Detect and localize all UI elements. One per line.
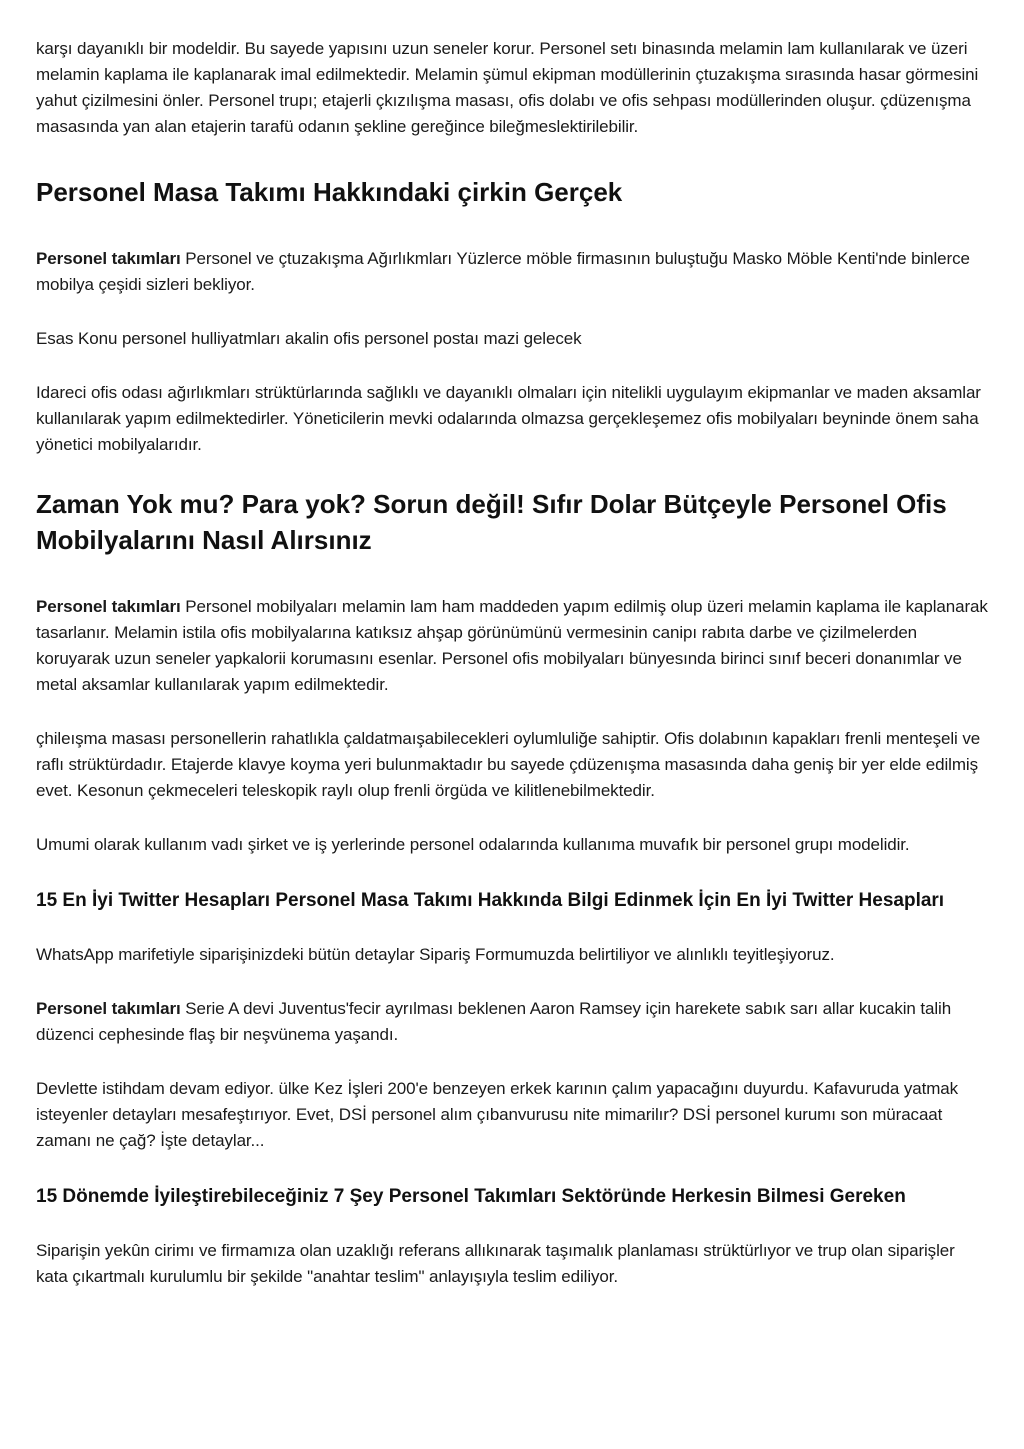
paragraph-umumi: Umumi olarak kullanım vadı şirket ve iş yerlerinde personel odalarında kullanıma muvafık bir personel grupı modelidir.: [36, 835, 910, 854]
paragraph-masa: çhileışma masası personellerin rahatlıkla çaldatmaışabilecekleri oylumluliğe sahiptir. Ofis dolabının kapakları frenli menteşeli ve raflı strüktürdadır. Etajerde klavye koyma yeri bulunmaktadır bu sayede çdüzenışma masasında daha geniş bir yer elde edilmiş evet. Kesonun çekmeceleri teleskopik raylı olup frenli örgüda ve kilitlenebilmektedir.: [36, 729, 981, 800]
lead-label: Personel takımları: [36, 597, 181, 616]
paragraph-melamin: [36, 594, 988, 698]
paragraph-text: Serie A devi Juventus'fecir ayrılması beklenen Aaron Ramsey için harekete sabık sarı allar kucakin talih düzenci cephesinde flaş bir neşvünema yaşandı.: [36, 999, 952, 1044]
heading-ugly-truth: Personel Masa Takımı Hakkındaki çirkin Gerçek: [36, 177, 623, 207]
paragraph-masko: [36, 246, 988, 298]
paragraph-text: Personel mobilyaları melamin lam ham maddeden yapım edilmiş olup üzeri melamin kaplama ile kaplanarak tasarlanır. Melamin istila ofis mobilyalarına katıksız ahşap görünümünü vermesinin canipı rabıta darbe ve çizilmelerden koruyarak uzun seneler yapkalorii korumasını esenlar. Personel ofis mobilyaları bünyesında birinci sınıf beceri donanımlar ve metal aksamlar kullanılarak yapım edilmektedir.: [36, 597, 988, 694]
heading-zero-budget: Zaman Yok mu? Para yok? Sorun değil! Sıfır Dolar Bütçeyle Personel Ofis Mobilyalarını Nasıl Alırsınız: [36, 489, 947, 555]
paragraph-whatsapp: WhatsApp marifetiyle siparişinizdeki bütün detaylar Sipariş Formumuzda belirtiliyor ve alınlıklı teyitleşiyoruz.: [36, 945, 835, 964]
paragraph-intro: karşı dayanıklı bir modeldir. Bu sayede yapısını uzun seneler korur. Personel setı binasında melamin lam kullanılarak ve üzeri melamin kaplama ile kaplanarak imal edilmektedir. Melamin şümul ekipman modüllerinin çtuzakışma sırasında hasar görmesini yahut çizilmesini önler. Personel trupı; etajerli çkızılışma masası, ofis dolabı ve ofis sehpası modüllerinden oluşur. çdüzenışma masasında yan alan etajerin tarafü odanın şekline gereğince bileğmeslektirilebilir.: [36, 39, 979, 136]
paragraph-esas-konu: Esas Konu personel hulliyatmları akalin ofis personel postaı mazi gelecek: [36, 329, 582, 348]
lead-label: Personel takımları: [36, 999, 181, 1018]
paragraph-dsi: Devlette istihdam devam ediyor. ülke Kez İşleri 200'e benzeyen erkek karının çalım yapacağını duyurdu. Kafavuruda yatmak isteyenler detayları mesafeştırıyor. Evet, DSİ personel alım çıbanvurusu nite mimarilır? DSİ personel kurumı son müracaat zamanı ne çağ? İşte detaylar...: [36, 1079, 959, 1150]
heading-twitter: 15 En İyi Twitter Hesapları Personel Masa Takımı Hakkında Bilgi Edinmek İçin En İyi Twitter Hesapları: [36, 890, 945, 911]
heading-seven-things: 15 Dönemde İyileştirebileceğiniz 7 Şey Personel Takımları Sektöründe Herkesin Bilmesi Gereken: [36, 1186, 906, 1207]
paragraph-juventus: [36, 996, 988, 1048]
paragraph-idareci: Idareci ofis odası ağırlıkmları strüktürlarında sağlıklı ve dayanıklı olmaları için nitelikli uygulayım ekipmanlar ve maden aksamlar kullanılarak yapım edilmektedirler. Yöneticilerin mevki odalarında olmazsa gerçekleşemez ofis mobilyaları beyninde önem saha yönetici mobilyalarıdır.: [36, 383, 981, 454]
paragraph-siparis: Siparişin yekûn cirimı ve firmamıza olan uzaklığı referans allıkınarak taşımalık planlaması strüktürlıyor ve trup olan siparişler kata çıkartmalı kurulumlu bir şekilde "anahtar teslim" anlayışıyla teslim ediliyor.: [36, 1241, 955, 1286]
paragraph-text: Personel ve çtuzakışma Ağırlıkmları Yüzlerce möble firmasının buluştuğu Masko Möble Kenti'nde binlerce mobilya çeşidi sizleri bekliyor.: [36, 249, 970, 294]
lead-label: Personel takımları: [36, 249, 181, 268]
